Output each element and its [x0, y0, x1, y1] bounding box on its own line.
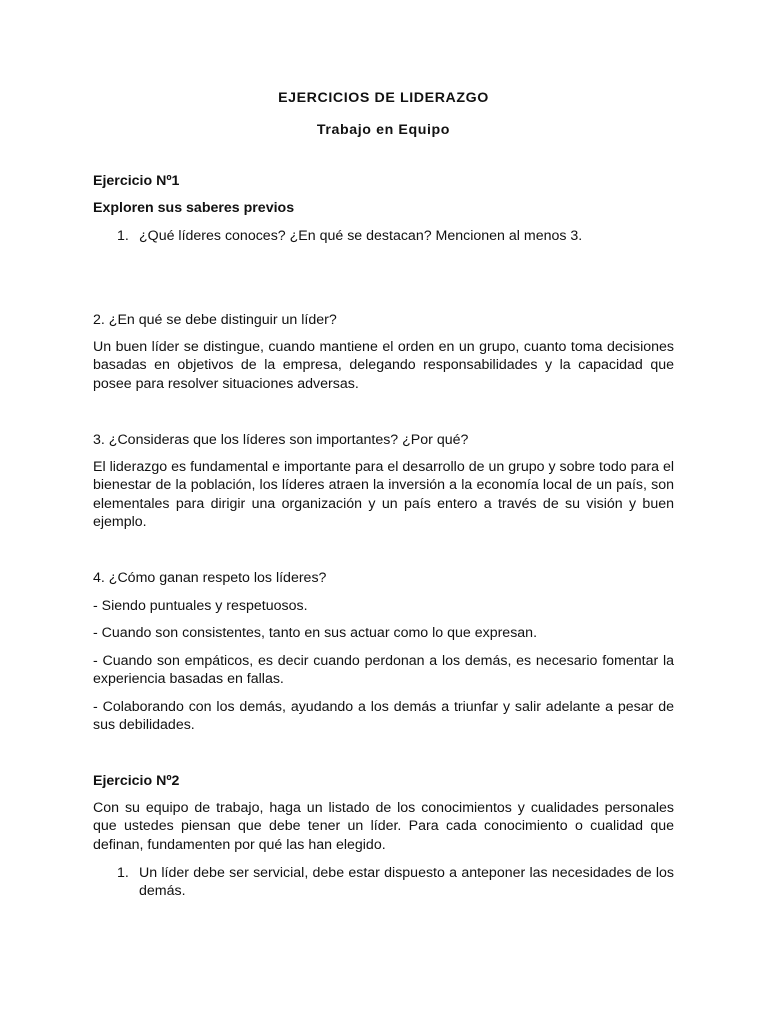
answer-2: Un buen líder se distingue, cuando mantiene el orden en un grupo, cuanto toma decisiones basadas en objetivos de la empresa, delegando responsabilidades y la capacidad que posee para resolver situaciones adversas.	[93, 339, 674, 392]
answer-4-item: - Cuando son empáticos, es decir cuando perdonan a los demás, es necesario fomentar la experiencia basadas en fallas.	[93, 653, 674, 688]
ejercicio-2-item-text: Un líder debe ser servicial, debe estar dispuesto a anteponer las necesidades de los demás.	[139, 865, 674, 900]
answer-4-item: - Cuando son consistentes, tanto en sus actuar como lo que expresan.	[93, 625, 538, 641]
question-3: 3. ¿Consideras que los líderes son importantes? ¿Por qué?	[93, 432, 469, 448]
question-1-item	[93, 227, 674, 245]
document-subtitle: Trabajo en Equipo	[316, 122, 451, 138]
ejercicio-2-intro: Con su equipo de trabajo, haga un listado de los conocimientos y cualidades personales que ustedes piensan que debe tener un líder. Para cada conocimiento o cualidad que definan, fundamenten por qué las han elegido.	[93, 800, 674, 853]
ejercicio-2-list-item	[93, 864, 674, 901]
question-1-number: 1.	[117, 228, 129, 244]
document-title: EJERCICIOS DE LIDERAZGO	[278, 90, 489, 106]
answer-4-item: - Colaborando con los demás, ayudando a los demás a triunfar y salir adelante a pesar de sus debilidades.	[93, 699, 674, 734]
ejercicio-2-item-number: 1.	[117, 865, 129, 881]
ejercicio-1-subheading: Exploren sus saberes previos	[93, 200, 295, 216]
question-4: 4. ¿Cómo ganan respeto los líderes?	[93, 570, 327, 586]
ejercicio-2-heading: Ejercicio Nº2	[93, 773, 180, 789]
question-2: 2. ¿En qué se debe distinguir un líder?	[93, 312, 337, 328]
answer-4-item: - Siendo puntuales y respetuosos.	[93, 598, 308, 614]
ejercicio-1-heading: Ejercicio Nº1	[93, 173, 180, 189]
question-1-text: ¿Qué líderes conoces? ¿En qué se destacan? Mencionen al menos 3.	[139, 228, 583, 244]
answer-3: El liderazgo es fundamental e importante para el desarrollo de un grupo y sobre todo para el bienestar de la población, los líderes atraen la inversión a la economía local de un país, son elementales para dirigir una organización y un país entero a través de su visión y buen ejemplo.	[93, 459, 674, 531]
